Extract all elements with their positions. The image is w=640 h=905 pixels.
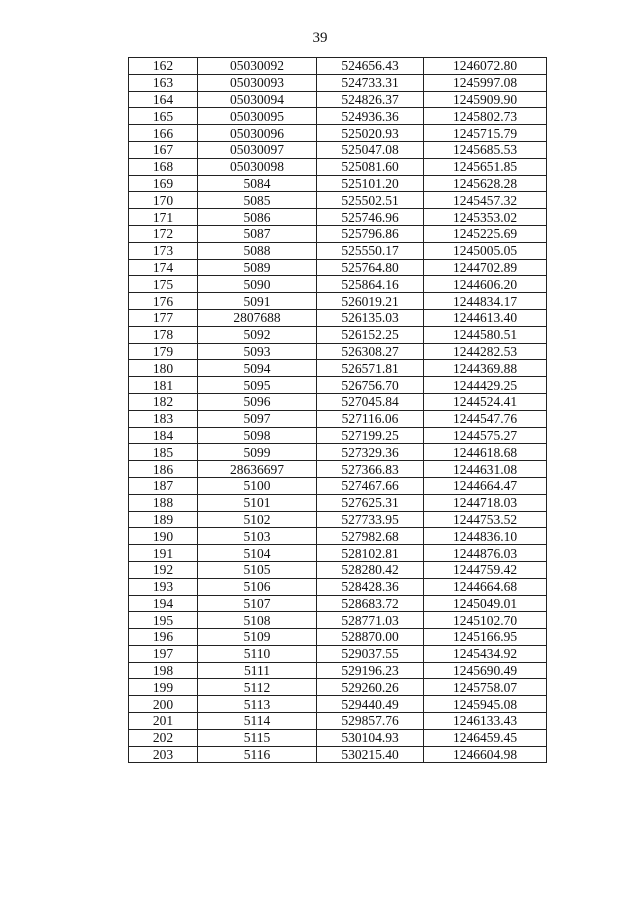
row-index-cell: 202	[129, 729, 198, 746]
table-row	[129, 293, 547, 310]
y-coordinate-cell: 1245945.08	[424, 696, 547, 713]
table-row	[129, 511, 547, 528]
table-row	[129, 746, 547, 763]
point-id-cell: 5116	[198, 746, 317, 763]
point-id-cell: 05030092	[198, 58, 317, 75]
table-row	[129, 192, 547, 209]
row-index-cell: 188	[129, 494, 198, 511]
y-coordinate-cell: 1244613.40	[424, 309, 547, 326]
table-row	[129, 612, 547, 629]
x-coordinate-cell: 529857.76	[317, 713, 424, 730]
x-coordinate-cell: 527045.84	[317, 393, 424, 410]
point-id-cell: 5090	[198, 276, 317, 293]
x-coordinate-cell: 528870.00	[317, 629, 424, 646]
point-id-cell: 5104	[198, 545, 317, 562]
row-index-cell: 186	[129, 461, 198, 478]
y-coordinate-cell: 1244759.42	[424, 561, 547, 578]
y-coordinate-cell: 1246072.80	[424, 58, 547, 75]
table-row	[129, 410, 547, 427]
point-id-cell: 5089	[198, 259, 317, 276]
y-coordinate-cell: 1244282.53	[424, 343, 547, 360]
x-coordinate-cell: 528428.36	[317, 578, 424, 595]
row-index-cell: 185	[129, 444, 198, 461]
row-index-cell: 162	[129, 58, 198, 75]
table-row	[129, 309, 547, 326]
row-index-cell: 176	[129, 293, 198, 310]
point-id-cell: 5085	[198, 192, 317, 209]
x-coordinate-cell: 529440.49	[317, 696, 424, 713]
table-row	[129, 158, 547, 175]
x-coordinate-cell: 528102.81	[317, 545, 424, 562]
table-row	[129, 74, 547, 91]
row-index-cell: 178	[129, 326, 198, 343]
point-id-cell: 5097	[198, 410, 317, 427]
x-coordinate-cell: 529196.23	[317, 662, 424, 679]
y-coordinate-cell: 1245628.28	[424, 175, 547, 192]
y-coordinate-cell: 1244834.17	[424, 293, 547, 310]
y-coordinate-cell: 1244631.08	[424, 461, 547, 478]
y-coordinate-cell: 1245651.85	[424, 158, 547, 175]
table-row	[129, 259, 547, 276]
y-coordinate-cell: 1244753.52	[424, 511, 547, 528]
point-id-cell: 5107	[198, 595, 317, 612]
point-id-cell: 05030094	[198, 91, 317, 108]
row-index-cell: 195	[129, 612, 198, 629]
table-row	[129, 713, 547, 730]
x-coordinate-cell: 525101.20	[317, 175, 424, 192]
y-coordinate-cell: 1245102.70	[424, 612, 547, 629]
point-id-cell: 5108	[198, 612, 317, 629]
y-coordinate-cell: 1245685.53	[424, 141, 547, 158]
point-id-cell: 5094	[198, 360, 317, 377]
table-row	[129, 175, 547, 192]
point-id-cell: 5113	[198, 696, 317, 713]
table-row	[129, 494, 547, 511]
row-index-cell: 191	[129, 545, 198, 562]
x-coordinate-cell: 525746.96	[317, 209, 424, 226]
row-index-cell: 169	[129, 175, 198, 192]
point-id-cell: 5114	[198, 713, 317, 730]
point-id-cell: 5106	[198, 578, 317, 595]
x-coordinate-cell: 526135.03	[317, 309, 424, 326]
table-row	[129, 729, 547, 746]
row-index-cell: 175	[129, 276, 198, 293]
coordinates-table-body	[129, 58, 547, 763]
row-index-cell: 198	[129, 662, 198, 679]
table-row	[129, 377, 547, 394]
table-row	[129, 360, 547, 377]
y-coordinate-cell: 1244606.20	[424, 276, 547, 293]
x-coordinate-cell: 527982.68	[317, 528, 424, 545]
row-index-cell: 183	[129, 410, 198, 427]
x-coordinate-cell: 529260.26	[317, 679, 424, 696]
row-index-cell: 184	[129, 427, 198, 444]
x-coordinate-cell: 525502.51	[317, 192, 424, 209]
x-coordinate-cell: 526019.21	[317, 293, 424, 310]
x-coordinate-cell: 530104.93	[317, 729, 424, 746]
point-id-cell: 5086	[198, 209, 317, 226]
x-coordinate-cell: 527625.31	[317, 494, 424, 511]
y-coordinate-cell: 1245690.49	[424, 662, 547, 679]
x-coordinate-cell: 529037.55	[317, 645, 424, 662]
row-index-cell: 189	[129, 511, 198, 528]
y-coordinate-cell: 1244718.03	[424, 494, 547, 511]
y-coordinate-cell: 1245715.79	[424, 125, 547, 142]
x-coordinate-cell: 527366.83	[317, 461, 424, 478]
table-row	[129, 58, 547, 75]
row-index-cell: 199	[129, 679, 198, 696]
point-id-cell: 05030093	[198, 74, 317, 91]
y-coordinate-cell: 1244575.27	[424, 427, 547, 444]
y-coordinate-cell: 1244876.03	[424, 545, 547, 562]
x-coordinate-cell: 528771.03	[317, 612, 424, 629]
row-index-cell: 177	[129, 309, 198, 326]
table-row	[129, 393, 547, 410]
y-coordinate-cell: 1244702.89	[424, 259, 547, 276]
point-id-cell: 5100	[198, 477, 317, 494]
row-index-cell: 171	[129, 209, 198, 226]
page-number: 39	[312, 30, 328, 46]
y-coordinate-cell: 1246459.45	[424, 729, 547, 746]
table-row	[129, 225, 547, 242]
y-coordinate-cell: 1246133.43	[424, 713, 547, 730]
table-row	[129, 326, 547, 343]
row-index-cell: 182	[129, 393, 198, 410]
x-coordinate-cell: 524826.37	[317, 91, 424, 108]
table-row	[129, 427, 547, 444]
row-index-cell: 179	[129, 343, 198, 360]
table-row	[129, 662, 547, 679]
table-row	[129, 578, 547, 595]
row-index-cell: 180	[129, 360, 198, 377]
y-coordinate-cell: 1245909.90	[424, 91, 547, 108]
point-id-cell: 5091	[198, 293, 317, 310]
y-coordinate-cell: 1245457.32	[424, 192, 547, 209]
x-coordinate-cell: 527329.36	[317, 444, 424, 461]
x-coordinate-cell: 527199.25	[317, 427, 424, 444]
x-coordinate-cell: 525864.16	[317, 276, 424, 293]
point-id-cell: 28636697	[198, 461, 317, 478]
y-coordinate-cell: 1245997.08	[424, 74, 547, 91]
table-row	[129, 125, 547, 142]
y-coordinate-cell: 1245434.92	[424, 645, 547, 662]
x-coordinate-cell: 526756.70	[317, 377, 424, 394]
row-index-cell: 181	[129, 377, 198, 394]
point-id-cell: 5110	[198, 645, 317, 662]
row-index-cell: 170	[129, 192, 198, 209]
y-coordinate-cell: 1245758.07	[424, 679, 547, 696]
table-row	[129, 645, 547, 662]
y-coordinate-cell: 1244836.10	[424, 528, 547, 545]
y-coordinate-cell: 1246604.98	[424, 746, 547, 763]
x-coordinate-cell: 525764.80	[317, 259, 424, 276]
point-id-cell: 05030096	[198, 125, 317, 142]
y-coordinate-cell: 1245166.95	[424, 629, 547, 646]
row-index-cell: 201	[129, 713, 198, 730]
point-id-cell: 05030097	[198, 141, 317, 158]
table-row	[129, 545, 547, 562]
row-index-cell: 196	[129, 629, 198, 646]
point-id-cell: 5092	[198, 326, 317, 343]
y-coordinate-cell: 1245225.69	[424, 225, 547, 242]
point-id-cell: 5109	[198, 629, 317, 646]
point-id-cell: 5112	[198, 679, 317, 696]
table-row	[129, 108, 547, 125]
x-coordinate-cell: 526152.25	[317, 326, 424, 343]
row-index-cell: 165	[129, 108, 198, 125]
y-coordinate-cell: 1244618.68	[424, 444, 547, 461]
row-index-cell: 166	[129, 125, 198, 142]
point-id-cell: 2807688	[198, 309, 317, 326]
table-row	[129, 595, 547, 612]
row-index-cell: 197	[129, 645, 198, 662]
row-index-cell: 167	[129, 141, 198, 158]
row-index-cell: 193	[129, 578, 198, 595]
x-coordinate-cell: 526308.27	[317, 343, 424, 360]
x-coordinate-cell: 527116.06	[317, 410, 424, 427]
row-index-cell: 187	[129, 477, 198, 494]
row-index-cell: 194	[129, 595, 198, 612]
point-id-cell: 5102	[198, 511, 317, 528]
coordinates-table-wrapper	[128, 57, 547, 763]
row-index-cell: 164	[129, 91, 198, 108]
table-row	[129, 528, 547, 545]
y-coordinate-cell: 1244580.51	[424, 326, 547, 343]
y-coordinate-cell: 1245353.02	[424, 209, 547, 226]
table-row	[129, 696, 547, 713]
x-coordinate-cell: 525081.60	[317, 158, 424, 175]
x-coordinate-cell: 525047.08	[317, 141, 424, 158]
x-coordinate-cell: 528280.42	[317, 561, 424, 578]
point-id-cell: 5098	[198, 427, 317, 444]
point-id-cell: 5093	[198, 343, 317, 360]
table-row	[129, 444, 547, 461]
y-coordinate-cell: 1244369.88	[424, 360, 547, 377]
point-id-cell: 5087	[198, 225, 317, 242]
y-coordinate-cell: 1244547.76	[424, 410, 547, 427]
table-row	[129, 209, 547, 226]
row-index-cell: 203	[129, 746, 198, 763]
y-coordinate-cell: 1244524.41	[424, 393, 547, 410]
x-coordinate-cell: 524656.43	[317, 58, 424, 75]
point-id-cell: 5115	[198, 729, 317, 746]
row-index-cell: 174	[129, 259, 198, 276]
x-coordinate-cell: 530215.40	[317, 746, 424, 763]
row-index-cell: 200	[129, 696, 198, 713]
point-id-cell: 5095	[198, 377, 317, 394]
x-coordinate-cell: 527467.66	[317, 477, 424, 494]
row-index-cell: 192	[129, 561, 198, 578]
y-coordinate-cell: 1245802.73	[424, 108, 547, 125]
point-id-cell: 5101	[198, 494, 317, 511]
point-id-cell: 05030098	[198, 158, 317, 175]
y-coordinate-cell: 1244429.25	[424, 377, 547, 394]
point-id-cell: 5111	[198, 662, 317, 679]
table-row	[129, 91, 547, 108]
table-row	[129, 477, 547, 494]
row-index-cell: 190	[129, 528, 198, 545]
table-row	[129, 461, 547, 478]
row-index-cell: 172	[129, 225, 198, 242]
table-row	[129, 276, 547, 293]
point-id-cell: 5105	[198, 561, 317, 578]
x-coordinate-cell: 524733.31	[317, 74, 424, 91]
point-id-cell: 5103	[198, 528, 317, 545]
y-coordinate-cell: 1245049.01	[424, 595, 547, 612]
x-coordinate-cell: 528683.72	[317, 595, 424, 612]
x-coordinate-cell: 525020.93	[317, 125, 424, 142]
point-id-cell: 5099	[198, 444, 317, 461]
x-coordinate-cell: 527733.95	[317, 511, 424, 528]
table-row	[129, 242, 547, 259]
point-id-cell: 5084	[198, 175, 317, 192]
x-coordinate-cell: 526571.81	[317, 360, 424, 377]
coordinates-table	[128, 57, 547, 763]
y-coordinate-cell: 1245005.05	[424, 242, 547, 259]
row-index-cell: 168	[129, 158, 198, 175]
table-row	[129, 141, 547, 158]
table-row	[129, 679, 547, 696]
row-index-cell: 173	[129, 242, 198, 259]
y-coordinate-cell: 1244664.47	[424, 477, 547, 494]
table-row	[129, 629, 547, 646]
table-row	[129, 343, 547, 360]
table-row	[129, 561, 547, 578]
row-index-cell: 163	[129, 74, 198, 91]
x-coordinate-cell: 525550.17	[317, 242, 424, 259]
x-coordinate-cell: 525796.86	[317, 225, 424, 242]
x-coordinate-cell: 524936.36	[317, 108, 424, 125]
point-id-cell: 05030095	[198, 108, 317, 125]
point-id-cell: 5096	[198, 393, 317, 410]
y-coordinate-cell: 1244664.68	[424, 578, 547, 595]
point-id-cell: 5088	[198, 242, 317, 259]
